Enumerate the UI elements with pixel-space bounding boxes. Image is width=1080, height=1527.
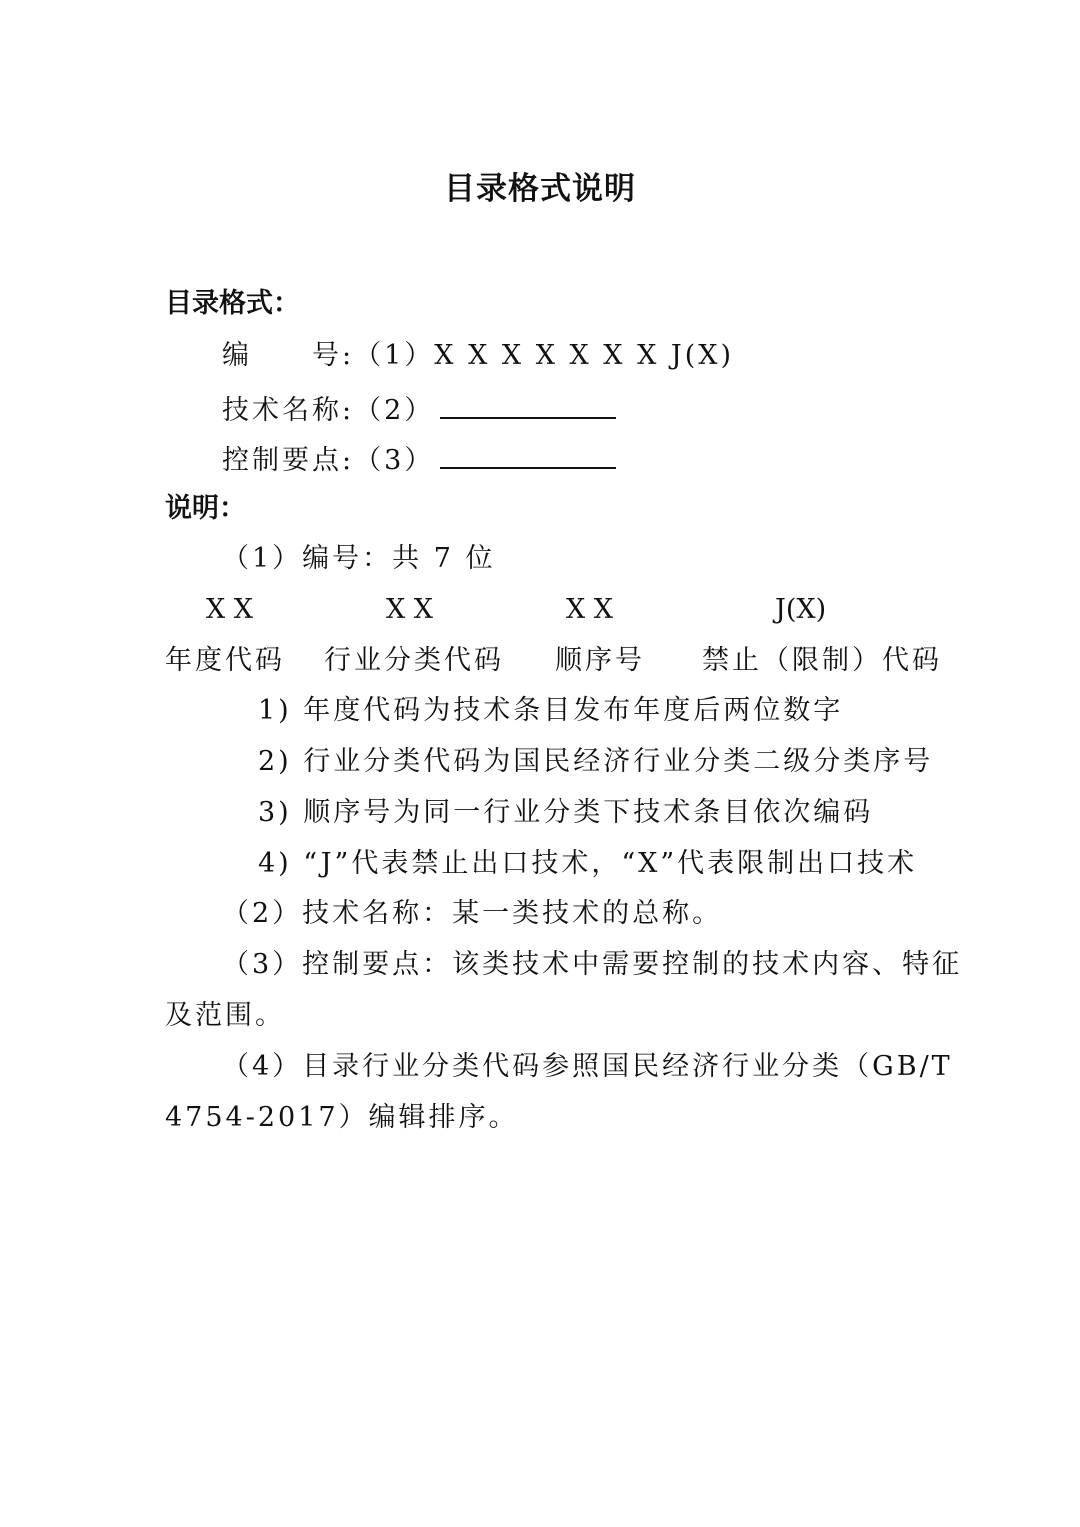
blank-underline	[440, 439, 616, 469]
format-line-label: 编 号:	[222, 340, 355, 371]
code-label-sequence: 顺序号	[555, 645, 645, 676]
code-label-year: 年度代码	[165, 645, 285, 676]
note-2: （2）技术名称：某一类技术的总称。	[222, 898, 723, 929]
sub-item: 4) “J”代表禁止出口技术，“X”代表限制出口技术	[258, 848, 918, 879]
format-line-label: 控制要点:	[222, 445, 355, 476]
sub-item: 2) 行业分类代码为国民经济行业分类二级分类序号	[258, 746, 934, 777]
notes-heading: 说明：	[165, 493, 246, 524]
code-label-industry: 行业分类代码	[324, 645, 504, 676]
sub-item: 1) 年度代码为技术条目发布年度后两位数字	[258, 695, 844, 726]
page-title: 目录格式说明	[444, 171, 636, 207]
format-line-control-points	[222, 439, 616, 479]
blank-underline	[440, 389, 616, 419]
format-line-label: 技术名称:	[222, 395, 355, 426]
format-line-value: （1）X X X X X X X J(X)	[354, 340, 735, 371]
format-line-tech-name	[222, 389, 616, 429]
note-3-line-2: 及范围。	[165, 1000, 285, 1031]
format-heading: 目录格式：	[165, 288, 300, 319]
note-1: （1）编号：共 7 位	[222, 543, 496, 574]
note-4-line-1: （4）目录行业分类代码参照国民经济行业分类（GB/T	[222, 1051, 953, 1082]
note-4-line-2: 4754-2017）编辑排序。	[165, 1102, 519, 1133]
format-line-number	[222, 338, 734, 374]
format-line-value: （2）	[354, 395, 435, 426]
code-part-industry: X X	[386, 594, 434, 625]
code-label-flag: 禁止（限制）代码	[702, 645, 942, 676]
code-part-year: X X	[206, 594, 254, 625]
sub-item: 3) 顺序号为同一行业分类下技术条目依次编码	[258, 797, 874, 828]
code-part-sequence: X X	[566, 594, 614, 625]
code-part-flag: J(X)	[775, 594, 827, 625]
note-3-line-1: （3）控制要点：该类技术中需要控制的技术内容、特征	[222, 949, 963, 980]
format-line-value: （3）	[354, 445, 435, 476]
